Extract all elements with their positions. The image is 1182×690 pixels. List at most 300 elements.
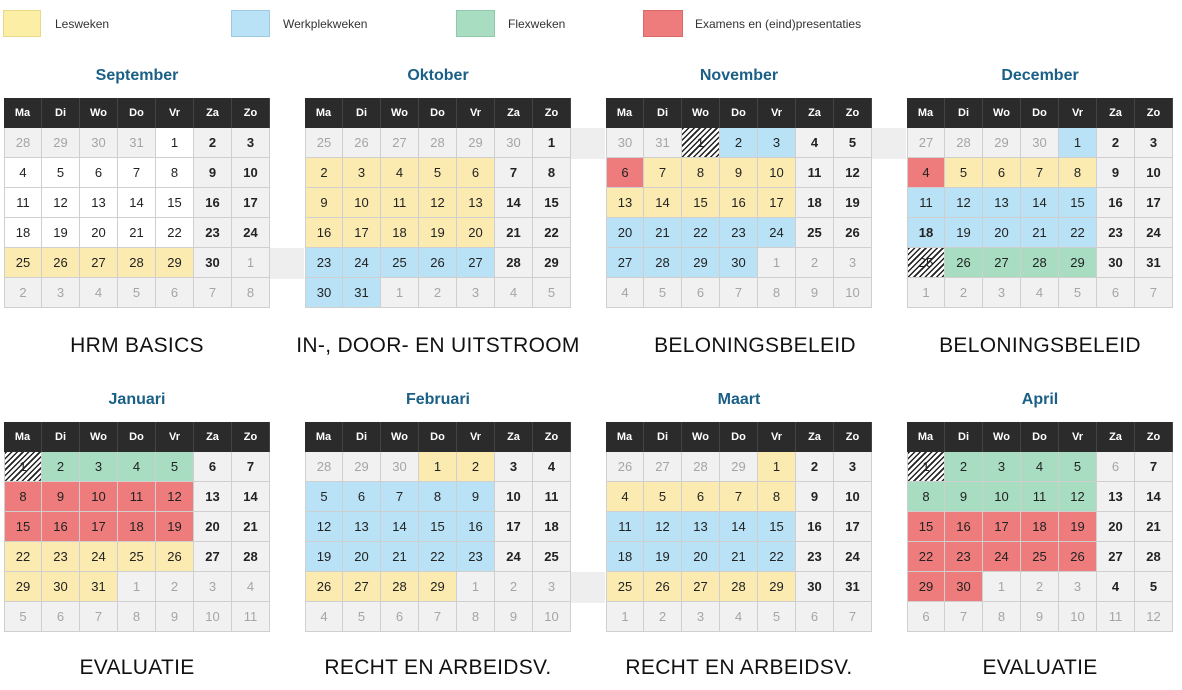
day-cell: 7	[720, 278, 758, 308]
day-cell: 7	[1021, 158, 1059, 188]
day-cell: 2	[156, 572, 194, 602]
day-cell: 28	[118, 248, 156, 278]
day-cell: 29	[907, 572, 945, 602]
calendar-grid	[907, 98, 1173, 308]
day-cell: 20	[682, 542, 720, 572]
weekday-header: Di	[945, 98, 983, 128]
day-cell: 5	[305, 482, 343, 512]
day-cell: 16	[796, 512, 834, 542]
day-cell: 6	[194, 452, 232, 482]
subject-april: EVALUATIE	[982, 656, 1098, 679]
day-cell: 14	[495, 188, 533, 218]
day-cell: 28	[945, 128, 983, 158]
day-cell: 20	[1097, 512, 1135, 542]
weekday-header: Do	[720, 98, 758, 128]
day-cell: 29	[42, 128, 80, 158]
day-cell: 21	[1135, 512, 1173, 542]
day-cell: 10	[232, 158, 270, 188]
calendar-grid	[606, 422, 872, 632]
day-cell: 11	[796, 158, 834, 188]
weekday-header: Zo	[232, 98, 270, 128]
day-cell: 30	[606, 128, 644, 158]
day-cell: 31	[343, 278, 381, 308]
day-cell: 9	[457, 482, 495, 512]
day-cell: 7	[419, 602, 457, 632]
day-cell: 3	[758, 128, 796, 158]
day-cell: 25	[907, 248, 945, 278]
weekday-header: Wo	[682, 422, 720, 452]
day-cell: 24	[1135, 218, 1173, 248]
day-cell: 22	[419, 542, 457, 572]
day-cell: 29	[983, 128, 1021, 158]
day-cell: 8	[156, 158, 194, 188]
weekday-header: Wo	[381, 98, 419, 128]
day-cell: 28	[419, 128, 457, 158]
day-cell: 14	[720, 512, 758, 542]
day-cell: 29	[343, 452, 381, 482]
day-cell: 4	[720, 602, 758, 632]
weekday-header: Za	[796, 98, 834, 128]
day-cell: 3	[983, 452, 1021, 482]
day-cell: 19	[42, 218, 80, 248]
weekday-header: Wo	[682, 98, 720, 128]
day-cell: 15	[4, 512, 42, 542]
day-cell: 30	[42, 572, 80, 602]
day-cell: 29	[457, 128, 495, 158]
day-cell: 9	[796, 278, 834, 308]
day-cell: 10	[834, 482, 872, 512]
day-cell: 29	[682, 248, 720, 278]
day-cell: 7	[495, 158, 533, 188]
day-cell: 3	[834, 248, 872, 278]
weekday-header: Za	[796, 422, 834, 452]
day-cell: 6	[343, 482, 381, 512]
weekday-header: Di	[945, 422, 983, 452]
day-cell: 17	[983, 512, 1021, 542]
day-cell: 23	[720, 218, 758, 248]
day-cell: 30	[945, 572, 983, 602]
calendar-grid	[305, 98, 571, 308]
day-cell: 25	[796, 218, 834, 248]
day-cell: 16	[1097, 188, 1135, 218]
day-cell: 21	[118, 218, 156, 248]
day-cell: 27	[644, 452, 682, 482]
day-cell: 18	[606, 542, 644, 572]
day-cell: 8	[682, 158, 720, 188]
day-cell: 5	[1135, 572, 1173, 602]
day-cell: 22	[4, 542, 42, 572]
day-cell: 17	[1135, 188, 1173, 218]
day-cell: 20	[457, 218, 495, 248]
day-cell: 16	[457, 512, 495, 542]
weekday-header: Wo	[80, 422, 118, 452]
day-cell: 21	[381, 542, 419, 572]
weekday-header: Wo	[381, 422, 419, 452]
day-cell: 30	[1097, 248, 1135, 278]
day-cell: 3	[343, 158, 381, 188]
day-cell: 9	[945, 482, 983, 512]
day-cell: 2	[419, 278, 457, 308]
day-cell: 24	[495, 542, 533, 572]
day-cell: 8	[758, 482, 796, 512]
day-cell: 17	[343, 218, 381, 248]
day-cell: 24	[80, 542, 118, 572]
day-cell: 1	[682, 128, 720, 158]
day-cell: 22	[533, 218, 571, 248]
day-cell: 9	[305, 188, 343, 218]
legend-label-examens: Examens en (eind)presentaties	[695, 17, 862, 31]
day-cell: 26	[606, 452, 644, 482]
day-cell: 13	[80, 188, 118, 218]
day-cell: 14	[1021, 188, 1059, 218]
legend-swatch-flexweken	[456, 10, 495, 37]
day-cell: 30	[194, 248, 232, 278]
day-cell: 17	[232, 188, 270, 218]
weekday-header: Do	[1021, 422, 1059, 452]
day-cell: 12	[945, 188, 983, 218]
day-cell: 2	[1097, 128, 1135, 158]
day-cell: 15	[907, 512, 945, 542]
day-cell: 23	[796, 542, 834, 572]
day-cell: 6	[983, 158, 1021, 188]
weekday-header: Ma	[4, 422, 42, 452]
day-cell: 30	[80, 128, 118, 158]
day-cell: 4	[1021, 452, 1059, 482]
day-cell: 25	[118, 542, 156, 572]
day-cell: 5	[118, 278, 156, 308]
day-cell: 28	[644, 248, 682, 278]
day-cell: 28	[4, 128, 42, 158]
day-cell: 26	[305, 572, 343, 602]
day-cell: 14	[232, 482, 270, 512]
day-cell: 8	[758, 278, 796, 308]
day-cell: 26	[1059, 542, 1097, 572]
legend-swatch-examens	[643, 10, 683, 37]
day-cell: 15	[1059, 188, 1097, 218]
day-cell: 10	[495, 482, 533, 512]
day-cell: 6	[907, 602, 945, 632]
day-cell: 3	[80, 452, 118, 482]
weekday-header: Zo	[1135, 98, 1173, 128]
day-cell: 5	[4, 602, 42, 632]
day-cell: 23	[305, 248, 343, 278]
day-cell: 31	[80, 572, 118, 602]
subject-oktober: IN-, DOOR- EN UITSTROOM	[296, 334, 580, 357]
day-cell: 8	[907, 482, 945, 512]
connector-band	[872, 128, 906, 159]
weekday-header: Za	[495, 98, 533, 128]
day-cell: 3	[533, 572, 571, 602]
day-cell: 9	[1097, 158, 1135, 188]
weekday-header: Ma	[305, 98, 343, 128]
day-cell: 9	[796, 482, 834, 512]
day-cell: 6	[80, 158, 118, 188]
day-cell: 30	[495, 128, 533, 158]
day-cell: 14	[644, 188, 682, 218]
day-cell: 1	[118, 572, 156, 602]
day-cell: 2	[796, 248, 834, 278]
day-cell: 28	[305, 452, 343, 482]
day-cell: 3	[1135, 128, 1173, 158]
day-cell: 6	[381, 602, 419, 632]
day-cell: 1	[533, 128, 571, 158]
day-cell: 29	[4, 572, 42, 602]
day-cell: 13	[343, 512, 381, 542]
day-cell: 10	[834, 278, 872, 308]
day-cell: 1	[457, 572, 495, 602]
day-cell: 4	[305, 602, 343, 632]
day-cell: 8	[1059, 158, 1097, 188]
day-cell: 4	[4, 158, 42, 188]
day-cell: 7	[1135, 278, 1173, 308]
day-cell: 19	[156, 512, 194, 542]
day-cell: 23	[945, 542, 983, 572]
day-cell: 10	[194, 602, 232, 632]
day-cell: 10	[533, 602, 571, 632]
day-cell: 25	[1021, 542, 1059, 572]
day-cell: 12	[42, 188, 80, 218]
day-cell: 1	[907, 278, 945, 308]
day-cell: 9	[156, 602, 194, 632]
weekday-header: Zo	[533, 98, 571, 128]
day-cell: 20	[343, 542, 381, 572]
calendar-grid	[305, 422, 571, 632]
day-cell: 2	[495, 572, 533, 602]
day-cell: 27	[983, 248, 1021, 278]
day-cell: 9	[720, 158, 758, 188]
weekday-header: Vr	[1059, 422, 1097, 452]
day-cell: 13	[194, 482, 232, 512]
day-cell: 24	[834, 542, 872, 572]
day-cell: 10	[758, 158, 796, 188]
month-title: November	[699, 67, 779, 84]
day-cell: 7	[720, 482, 758, 512]
day-cell: 9	[42, 482, 80, 512]
day-cell: 2	[720, 128, 758, 158]
day-cell: 2	[42, 452, 80, 482]
day-cell: 28	[1135, 542, 1173, 572]
month-title: Februari	[405, 391, 470, 408]
day-cell: 8	[457, 602, 495, 632]
weekday-header: Di	[343, 422, 381, 452]
day-cell: 4	[118, 452, 156, 482]
day-cell: 3	[682, 602, 720, 632]
day-cell: 28	[495, 248, 533, 278]
day-cell: 9	[1021, 602, 1059, 632]
day-cell: 27	[194, 542, 232, 572]
day-cell: 8	[4, 482, 42, 512]
day-cell: 20	[983, 218, 1021, 248]
weekday-header: Zo	[834, 98, 872, 128]
day-cell: 4	[606, 278, 644, 308]
connector-band	[571, 128, 605, 159]
day-cell: 24	[232, 218, 270, 248]
day-cell: 14	[118, 188, 156, 218]
day-cell: 2	[457, 452, 495, 482]
subject-december: BELONINGSBELEID	[939, 334, 1141, 357]
day-cell: 20	[194, 512, 232, 542]
day-cell: 25	[4, 248, 42, 278]
calendar-grid	[4, 98, 270, 308]
day-cell: 15	[419, 512, 457, 542]
day-cell: 28	[720, 572, 758, 602]
day-cell: 2	[194, 128, 232, 158]
day-cell: 1	[4, 452, 42, 482]
day-cell: 11	[232, 602, 270, 632]
day-cell: 19	[419, 218, 457, 248]
day-cell: 31	[644, 128, 682, 158]
day-cell: 3	[232, 128, 270, 158]
day-cell: 1	[758, 452, 796, 482]
day-cell: 21	[1021, 218, 1059, 248]
day-cell: 17	[834, 512, 872, 542]
day-cell: 6	[156, 278, 194, 308]
day-cell: 5	[156, 452, 194, 482]
day-cell: 30	[720, 248, 758, 278]
weekday-header: Za	[495, 422, 533, 452]
weekday-header: Zo	[232, 422, 270, 452]
weekday-header: Zo	[834, 422, 872, 452]
weekday-header: Za	[194, 422, 232, 452]
day-cell: 4	[1021, 278, 1059, 308]
day-cell: 25	[305, 128, 343, 158]
day-cell: 25	[533, 542, 571, 572]
day-cell: 18	[533, 512, 571, 542]
day-cell: 4	[533, 452, 571, 482]
month-title: Oktober	[407, 67, 469, 84]
weekday-header: Za	[194, 98, 232, 128]
day-cell: 7	[232, 452, 270, 482]
day-cell: 6	[457, 158, 495, 188]
day-cell: 5	[42, 158, 80, 188]
day-cell: 6	[682, 278, 720, 308]
day-cell: 2	[1021, 572, 1059, 602]
day-cell: 31	[834, 572, 872, 602]
weekday-header: Wo	[983, 422, 1021, 452]
day-cell: 29	[156, 248, 194, 278]
month-title: December	[1001, 67, 1079, 84]
day-cell: 15	[533, 188, 571, 218]
day-cell: 29	[1059, 248, 1097, 278]
day-cell: 18	[4, 218, 42, 248]
day-cell: 24	[983, 542, 1021, 572]
day-cell: 26	[945, 248, 983, 278]
day-cell: 4	[606, 482, 644, 512]
day-cell: 1	[1059, 128, 1097, 158]
day-cell: 17	[80, 512, 118, 542]
day-cell: 14	[381, 512, 419, 542]
weekday-header: Do	[118, 422, 156, 452]
day-cell: 23	[42, 542, 80, 572]
day-cell: 5	[533, 278, 571, 308]
day-cell: 13	[1097, 482, 1135, 512]
day-cell: 1	[419, 452, 457, 482]
day-cell: 18	[381, 218, 419, 248]
day-cell: 30	[305, 278, 343, 308]
day-cell: 30	[381, 452, 419, 482]
weekday-header: Za	[1097, 422, 1135, 452]
day-cell: 23	[1097, 218, 1135, 248]
day-cell: 26	[42, 248, 80, 278]
day-cell: 15	[758, 512, 796, 542]
day-cell: 14	[1135, 482, 1173, 512]
day-cell: 3	[834, 452, 872, 482]
day-cell: 24	[343, 248, 381, 278]
day-cell: 27	[1097, 542, 1135, 572]
day-cell: 2	[4, 278, 42, 308]
day-cell: 22	[1059, 218, 1097, 248]
day-cell: 6	[796, 602, 834, 632]
day-cell: 11	[118, 482, 156, 512]
weekday-header: Vr	[156, 422, 194, 452]
day-cell: 3	[194, 572, 232, 602]
subject-november: BELONINGSBELEID	[654, 334, 856, 357]
day-cell: 16	[305, 218, 343, 248]
day-cell: 19	[834, 188, 872, 218]
day-cell: 27	[907, 128, 945, 158]
day-cell: 4	[907, 158, 945, 188]
day-cell: 16	[42, 512, 80, 542]
weekday-header: Za	[1097, 98, 1135, 128]
weekday-header: Do	[419, 422, 457, 452]
calendar-grid	[606, 98, 872, 308]
day-cell: 5	[834, 128, 872, 158]
day-cell: 28	[232, 542, 270, 572]
day-cell: 7	[644, 158, 682, 188]
weekday-header: Di	[42, 98, 80, 128]
legend-label-lesweken: Lesweken	[55, 17, 110, 31]
day-cell: 1	[381, 278, 419, 308]
weekday-header: Do	[720, 422, 758, 452]
month-title: September	[95, 67, 179, 84]
day-cell: 30	[796, 572, 834, 602]
legend-swatch-lesweken	[3, 10, 41, 37]
day-cell: 4	[232, 572, 270, 602]
day-cell: 19	[305, 542, 343, 572]
day-cell: 29	[419, 572, 457, 602]
legend-label-flexweken: Flexweken	[508, 17, 566, 31]
calendar-grid	[4, 422, 270, 632]
day-cell: 28	[1021, 248, 1059, 278]
weekday-header: Do	[118, 98, 156, 128]
day-cell: 19	[1059, 512, 1097, 542]
weekday-header: Vr	[457, 422, 495, 452]
day-cell: 3	[457, 278, 495, 308]
day-cell: 27	[343, 572, 381, 602]
day-cell: 11	[1097, 602, 1135, 632]
day-cell: 26	[419, 248, 457, 278]
day-cell: 20	[606, 218, 644, 248]
day-cell: 7	[945, 602, 983, 632]
day-cell: 12	[419, 188, 457, 218]
day-cell: 13	[457, 188, 495, 218]
day-cell: 8	[118, 602, 156, 632]
weekday-header: Ma	[907, 422, 945, 452]
weekday-header: Vr	[1059, 98, 1097, 128]
day-cell: 1	[907, 452, 945, 482]
day-cell: 26	[343, 128, 381, 158]
day-cell: 10	[1135, 158, 1173, 188]
day-cell: 9	[495, 602, 533, 632]
weekday-header: Di	[644, 98, 682, 128]
day-cell: 10	[1059, 602, 1097, 632]
day-cell: 4	[796, 128, 834, 158]
day-cell: 4	[80, 278, 118, 308]
day-cell: 19	[945, 218, 983, 248]
day-cell: 11	[4, 188, 42, 218]
day-cell: 10	[80, 482, 118, 512]
day-cell: 7	[194, 278, 232, 308]
